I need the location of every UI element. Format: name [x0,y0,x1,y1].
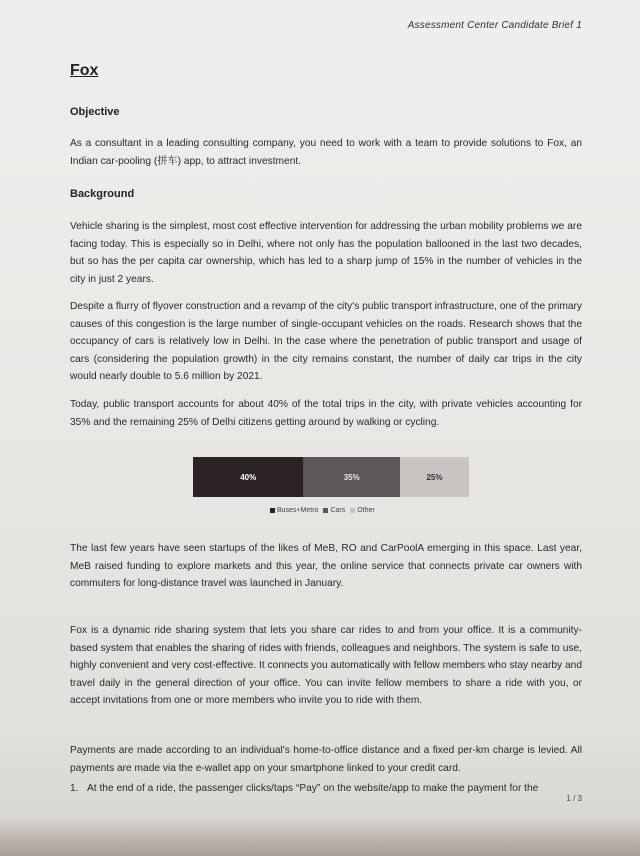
legend-swatch [323,508,328,513]
list-item-1-number: 1. [70,783,79,794]
page-number: 1 / 3 [566,794,582,803]
legend-item-cars [323,507,345,514]
data-label-other: 25% [426,473,443,482]
background-paragraph-2: Despite a flurry of flyover construction and a revamp of the city's public transport infrastructure, one of the primary causes of this congestion is the large number of single-occupant vehicles on the roads. Research shows that the occupancy of cars is relatively low in Delhi. In the case where the penetration of public transport and usage of cars (considering the population growth) in the city remains constant, the number of daily car trips in the city would nearly double to 5.6 million by 2021. [70,301,582,382]
legend-item-buses-metro [270,507,318,514]
fox-description-paragraph: Fox is a dynamic ride sharing system that lets you share car rides to and from your office. It is a community-based system that enables the sharing of rides with friends, colleagues and neighbors. The system is safe to use, highly convenient and very cost-effective. It connects you automatically with fellow members who stay nearby and travel daily in the general direction of your office. You can invite fellow members to share a ride with you, or accept invitations from one or more members who invite you to ride with them. [70,625,582,706]
legend-swatch [270,508,275,513]
legend-item-other [350,507,375,514]
objective-heading: Objective [70,106,120,118]
background-heading: Background [70,188,135,200]
data-label-cars: 35% [343,473,360,482]
page-header: Assessment Center Candidate Brief 1 [407,20,582,31]
legend-label: Cars [330,507,346,514]
background-paragraph-1: Vehicle sharing is the simplest, most cost effective intervention for addressing the urban mobility problems we are facing today. This is especially so in Delhi, where not only has the population ballooned in the last two decades, but so has the per capita car ownership, which has led to a sharp jump of 15% in the number of vehicles in the city in just 2 years. [70,221,582,285]
page-title: Fox [70,62,99,79]
page-shadow [0,816,640,856]
startups-paragraph: The last few years have seen startups of the likes of MeB, RO and CarPoolA emerging in this space. Last year, MeB raised funding to explore markets and this year, the online service that connects private car owners with commuters for long-distance travel was launched in January. [70,543,582,589]
payments-paragraph: Payments are made according to an individual's home-to-office distance and a fixed per-km charge is levied. All payments are made via the e-wallet app on your smartphone linked to your credit card. [70,745,582,774]
list-item-1-text: At the end of a ride, the passenger clicks/taps “Pay” on the website/app to make the payment for the [87,783,539,794]
list-item-1 [70,780,582,798]
legend-label: Buses+Metro [277,507,319,514]
transport-share-chart [193,457,469,497]
legend-swatch [350,508,355,513]
chart-legend [270,507,380,514]
legend-label: Other [357,507,375,514]
background-paragraph-3: Today, public transport accounts for about 40% of the total trips in the city, with private vehicles accounting for 35% and the remaining 25% of Delhi citizens getting around by walking or cycling. [70,399,582,428]
data-label-buses-metro: 40% [240,473,257,482]
objective-paragraph: As a consultant in a leading consulting company, you need to work with a team to provide solutions to Fox, an Indian car-pooling (拼车) app, to attract investment. [70,138,582,167]
